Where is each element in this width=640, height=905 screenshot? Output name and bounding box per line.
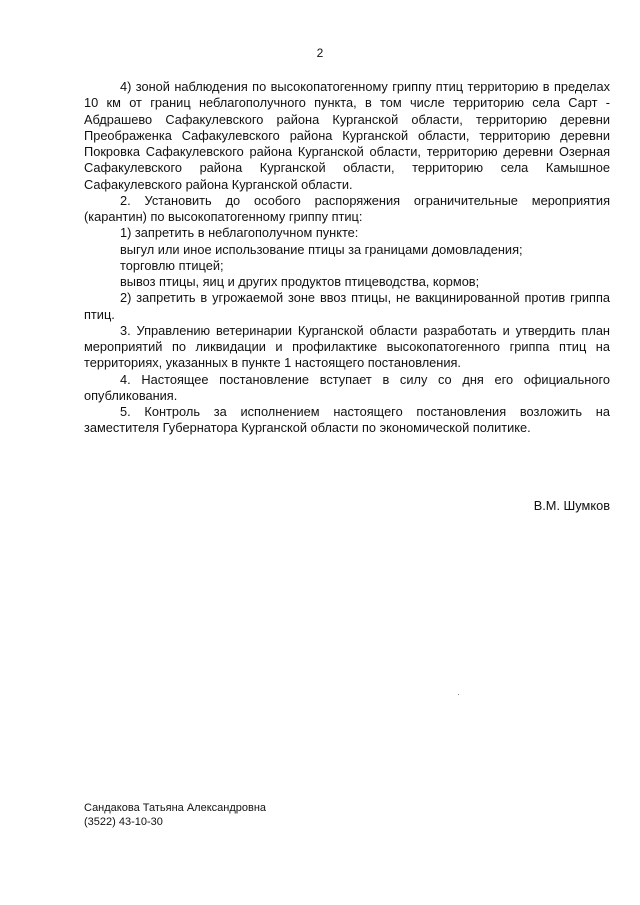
paragraph-prohibit-trade: торговлю птицей; <box>120 257 224 273</box>
signature-name: В.М. Шумков <box>533 498 610 513</box>
paragraph-veterinary-plan: 3. Управлению ветеринарии Курганской области разработать и утвердить план мероприятий по ликвидации и профилактике высокопатогенного гриппа птиц на территориях, указанных в пункте 1 настоящего постановления. <box>84 322 610 371</box>
executor-block <box>84 801 266 829</box>
scan-speck <box>458 694 459 695</box>
paragraph-quarantine: 2. Установить до особого распоряжения ограничительные мероприятия (карантин) по высокопатогенному гриппу птиц: <box>84 192 610 224</box>
paragraph-prohibit-outbreak-point: 1) запретить в неблагополучном пункте: <box>120 225 359 241</box>
paragraph-control: 5. Контроль за исполнением настоящего постановления возложить на заместителя Губернатора Курганской области по экономической политике. <box>84 404 610 436</box>
document-body <box>84 79 610 437</box>
page-number: 2 <box>316 46 324 60</box>
paragraph-observation-zone: 4) зоной наблюдения по высокопатогенному гриппу птиц территорию в пределах 10 км от границ неблагополучного пункта, в том числе территорию села Сарт - Абдрашево Сафакулевского района Курганской области, территорию деревни Преображенка Сафакулевского района Курганской области, территорию деревни Покровка Сафакулевского района Курганской области, территорию деревни Озерная Сафакулевского района Курганской области, территорию села Камышное Сафакулевского района Курганской области. <box>84 79 610 192</box>
paragraph-prohibit-walking: выгул или иное использование птицы за границами домовладения; <box>120 241 523 257</box>
executor-phone: (3522) 43-10-30 <box>84 816 163 828</box>
paragraph-prohibit-export: вывоз птицы, яиц и других продуктов птицеводства, кормов; <box>120 274 480 289</box>
executor-name: Сандакова Татьяна Александровна <box>84 802 267 814</box>
paragraph-effective-date: 4. Настоящее постановление вступает в силу со дня его официального опубликования. <box>84 371 610 403</box>
paragraph-threatened-zone: 2) запретить в угрожаемой зоне ввоз птицы, не вакцинированной против гриппа птиц. <box>84 290 610 322</box>
